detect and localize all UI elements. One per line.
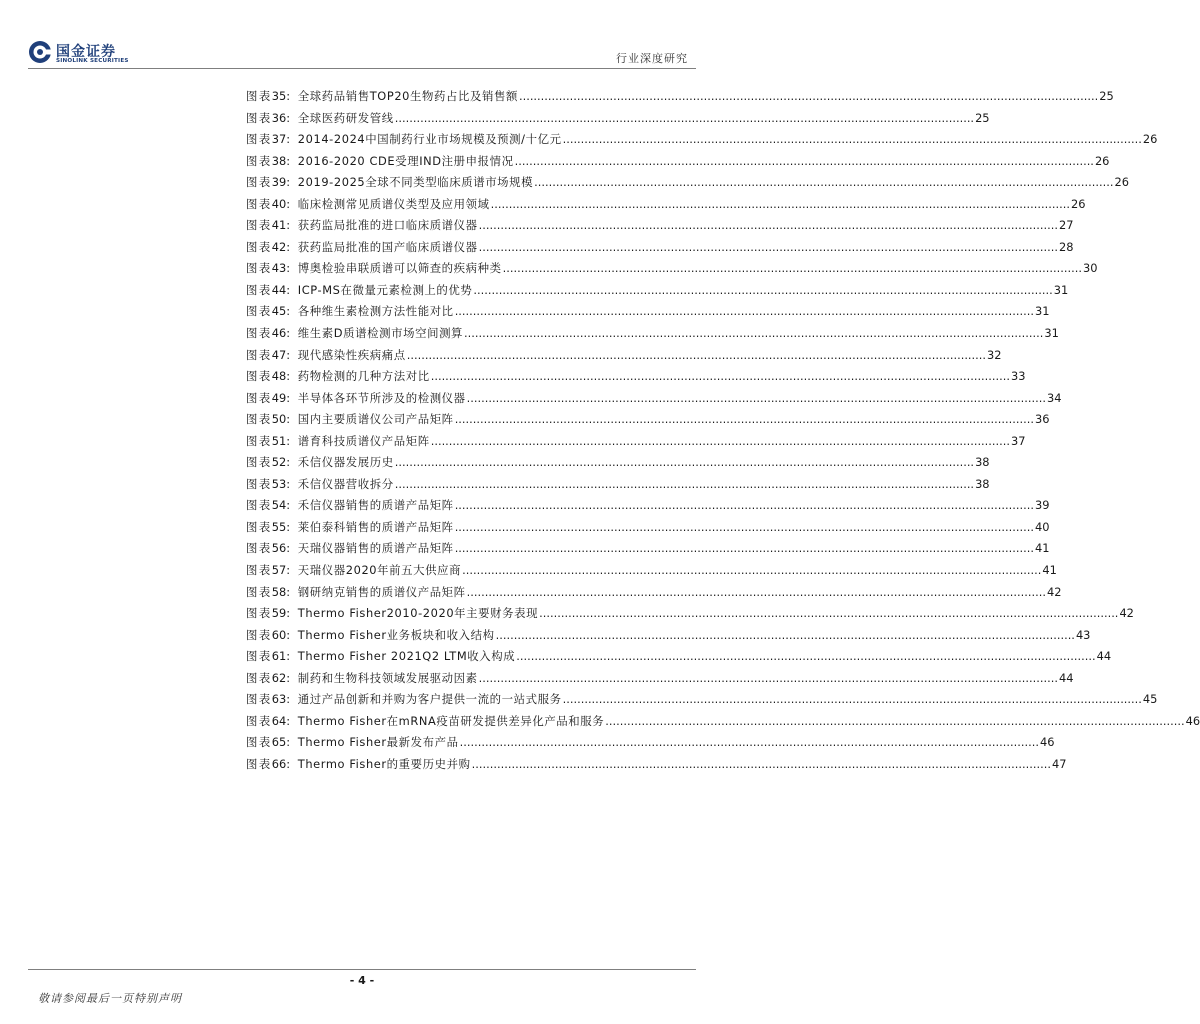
toc-entry-number: 36:: [271, 110, 291, 125]
toc-entry-page[interactable]: 44: [1059, 670, 1074, 685]
toc-entry-title[interactable]: 维生素D质谱检测市场空间测算: [297, 326, 464, 341]
toc-entry[interactable]: [246, 303, 1050, 325]
toc-entry-number: 49:: [271, 390, 291, 405]
toc-entry-number: 53:: [271, 476, 291, 491]
toc-entry-label: 图表: [246, 261, 272, 276]
toc-leader-dots: [395, 455, 974, 469]
toc-entry-number: 54:: [271, 498, 291, 513]
toc-leader-dots: [395, 477, 974, 491]
toc-entry-number: 38:: [271, 153, 291, 168]
toc-entry[interactable]: [246, 627, 1091, 649]
toc-entry-label: 图表: [246, 756, 272, 771]
toc-entry-label: 图表: [246, 326, 272, 341]
toc-entry-page[interactable]: 26: [1142, 132, 1158, 147]
toc-entry-page[interactable]: 37: [1011, 433, 1026, 448]
toc-entry-label: 图表: [246, 110, 272, 125]
toc-entry-page[interactable]: 26: [1070, 196, 1086, 211]
toc-entry-number: 37:: [271, 132, 291, 147]
page-number: - 4 -: [349, 974, 375, 987]
toc-entry-title[interactable]: 天瑞仪器销售的质谱产品矩阵: [297, 541, 454, 556]
toc-leader-dots: [464, 326, 1043, 340]
figure-list: [246, 88, 1200, 778]
toc-entry-label: 图表: [246, 390, 272, 405]
toc-entry-page[interactable]: 38: [975, 476, 990, 491]
toc-entry-number: 42:: [271, 239, 291, 254]
toc-entry-label: 图表: [246, 541, 272, 556]
toc-entry-title[interactable]: 获药监局批准的国产临床质谱仪器: [297, 239, 478, 254]
toc-entry-number: 57:: [271, 563, 291, 578]
toc-entry-title[interactable]: 钢研纳克销售的质谱仪产品矩阵: [297, 584, 466, 599]
toc-entry-label: 图表: [246, 627, 272, 642]
toc-entry-page[interactable]: 28: [1059, 239, 1074, 254]
toc-entry-number: 51:: [271, 433, 291, 448]
toc-entry-page[interactable]: 46: [1039, 735, 1055, 750]
toc-entry-number: 63:: [271, 692, 291, 707]
toc-leader-dots: [563, 132, 1142, 146]
toc-entry-title[interactable]: 2019-2025全球不同类型临床质谱市场规模: [297, 175, 534, 190]
toc-entry[interactable]: [246, 411, 1050, 433]
toc-entry-label: 图表: [246, 563, 272, 578]
toc-entry[interactable]: [246, 713, 1200, 735]
toc-entry[interactable]: [246, 88, 1114, 110]
toc-entry-number: 47:: [271, 347, 291, 362]
toc-entry-page[interactable]: 42: [1047, 584, 1062, 599]
toc-entry-number: 60:: [271, 627, 291, 642]
toc-entry[interactable]: [246, 131, 1158, 153]
toc-entry-page[interactable]: 27: [1059, 218, 1074, 233]
document-type: 行业深度研究: [616, 52, 688, 65]
toc-entry-number: 44:: [271, 282, 291, 297]
toc-entry-label: 图表: [246, 412, 272, 427]
toc-entry-page[interactable]: 41: [1035, 541, 1050, 556]
toc-entry-number: 46:: [271, 326, 291, 341]
toc-entry-number: 59:: [271, 606, 291, 621]
logo-chinese-name: 国金证券: [56, 44, 116, 60]
toc-entry-title[interactable]: 禾信仪器营收拆分: [297, 476, 394, 491]
toc-leader-dots: [534, 175, 1113, 189]
toc-leader-dots: [496, 628, 1075, 642]
toc-leader-dots: [460, 735, 1039, 749]
toc-entry-label: 图表: [246, 735, 272, 750]
toc-entry-page[interactable]: 33: [1011, 369, 1026, 384]
toc-entry[interactable]: [246, 433, 1026, 455]
toc-entry-page[interactable]: 47: [1051, 756, 1067, 771]
toc-entry-page[interactable]: 36: [1035, 412, 1050, 427]
toc-entry[interactable]: [246, 110, 990, 132]
toc-entry[interactable]: [246, 239, 1074, 261]
toc-entry-title[interactable]: 莱伯泰科销售的质谱产品矩阵: [297, 519, 454, 534]
company-logo: [28, 40, 138, 68]
toc-leader-dots: [479, 218, 1058, 232]
toc-entry-title[interactable]: 谱育科技质谱仪产品矩阵: [297, 433, 430, 448]
toc-leader-dots: [472, 757, 1051, 771]
toc-entry-title[interactable]: Thermo Fisher2010-2020年主要财务表现: [297, 606, 539, 621]
toc-entry-title[interactable]: 获药监局批准的进口临床质谱仪器: [297, 218, 478, 233]
toc-entry-label: 图表: [246, 670, 272, 685]
toc-entry[interactable]: [246, 691, 1158, 713]
toc-entry[interactable]: [246, 476, 990, 498]
toc-entry-label: 图表: [246, 476, 272, 491]
page-header: [0, 0, 724, 70]
toc-entry-page[interactable]: 39: [1035, 498, 1050, 513]
toc-entry[interactable]: [246, 217, 1074, 239]
toc-leader-dots: [473, 283, 1052, 297]
toc-leader-dots: [605, 714, 1184, 728]
toc-entry-label: 图表: [246, 153, 272, 168]
toc-entry-label: 图表: [246, 239, 272, 254]
toc-entry-page[interactable]: 45: [1142, 692, 1158, 707]
toc-leader-dots: [563, 692, 1142, 706]
footer-divider: [28, 969, 696, 970]
toc-entry-page[interactable]: 43: [1075, 627, 1091, 642]
toc-entry-title[interactable]: 禾信仪器发展历史: [297, 455, 394, 470]
toc-entry-label: 图表: [246, 304, 272, 319]
toc-entry-number: 64:: [271, 713, 291, 728]
toc-entry-title[interactable]: 禾信仪器销售的质谱产品矩阵: [297, 498, 454, 513]
toc-entry[interactable]: [246, 347, 1002, 369]
toc-entry[interactable]: [246, 368, 1026, 390]
toc-entry-label: 图表: [246, 606, 272, 621]
toc-entry[interactable]: [246, 670, 1074, 692]
toc-entry-title[interactable]: 天瑞仪器2020年前五大供应商: [297, 563, 462, 578]
toc-leader-dots: [503, 261, 1082, 275]
header-divider: [28, 68, 696, 69]
toc-entry-title[interactable]: Thermo Fisher在mRNA疫苗研发提供差异化产品和服务: [297, 713, 605, 728]
toc-entry[interactable]: [246, 497, 1050, 519]
toc-entry-title[interactable]: 半导体各环节所涉及的检测仪器: [297, 390, 466, 405]
toc-entry-page[interactable]: 25: [1099, 89, 1114, 103]
toc-entry-label: 图表: [246, 196, 272, 211]
toc-leader-dots: [479, 671, 1058, 685]
toc-entry-page[interactable]: 25: [975, 110, 990, 125]
toc-entry-title[interactable]: ICP-MS在微量元素检测上的优势: [297, 282, 473, 297]
toc-entry-title[interactable]: 临床检测常见质谱仪类型及应用领域: [297, 196, 490, 211]
toc-entry-number: 48:: [271, 369, 291, 384]
toc-entry-page[interactable]: 26: [1094, 153, 1110, 168]
toc-entry-page[interactable]: 38: [975, 455, 990, 470]
toc-entry[interactable]: [246, 174, 1129, 196]
toc-entry-page[interactable]: 30: [1082, 261, 1098, 276]
toc-entry-number: 50:: [271, 412, 291, 427]
toc-entry-label: 图表: [246, 692, 272, 707]
toc-leader-dots: [395, 111, 974, 125]
toc-entry-label: 图表: [246, 649, 272, 664]
toc-entry-label: 图表: [246, 218, 272, 233]
toc-entry-title[interactable]: 现代感染性疾病痛点: [297, 347, 406, 362]
toc-entry-title[interactable]: 博奥检验串联质谱可以筛查的疾病种类: [297, 261, 502, 276]
toc-entry[interactable]: [246, 562, 1057, 584]
toc-entry-number: 35:: [271, 89, 291, 103]
toc-entry-title[interactable]: 制药和生物科技领域发展驱动因素: [297, 670, 478, 685]
toc-entry-title[interactable]: Thermo Fisher最新发布产品: [297, 735, 459, 750]
toc-entry[interactable]: [246, 584, 1062, 606]
toc-entry-label: 图表: [246, 519, 272, 534]
toc-entry[interactable]: [246, 734, 1055, 756]
toc-entry-title[interactable]: Thermo Fisher的重要历史并购: [297, 756, 471, 771]
toc-entry-label: 图表: [246, 369, 272, 384]
toc-entry[interactable]: [246, 540, 1050, 562]
toc-leader-dots: [431, 369, 1010, 383]
toc-leader-dots: [455, 541, 1034, 555]
toc-entry-title[interactable]: 全球医药研发管线: [297, 110, 394, 125]
sinolink-logo-icon: [28, 40, 52, 64]
toc-entry-page[interactable]: 46: [1185, 713, 1200, 728]
toc-entry[interactable]: [246, 282, 1069, 304]
toc-entry-number: 61:: [271, 649, 291, 664]
toc-leader-dots: [519, 89, 1098, 103]
footer-disclaimer: 敬请参阅最后一页特别声明: [38, 992, 182, 1005]
toc-entry-title[interactable]: 全球药品销售TOP20生物药占比及销售额: [297, 89, 518, 103]
toc-entry[interactable]: [246, 454, 990, 476]
toc-entry-title[interactable]: Thermo Fisher 2021Q2 LTM收入构成: [297, 649, 516, 664]
toc-leader-dots: [455, 520, 1034, 534]
toc-entry-page[interactable]: 41: [1042, 563, 1057, 578]
toc-entry-title[interactable]: 2014-2024中国制药行业市场规模及预测/十亿元: [297, 132, 562, 147]
toc-entry-title[interactable]: 通过产品创新和并购为客户提供一流的一站式服务: [297, 692, 562, 707]
toc-entry-label: 图表: [246, 455, 272, 470]
logo-english-name: SINOLINK SECURITIES: [56, 58, 129, 64]
toc-entry-page[interactable]: 26: [1114, 175, 1129, 190]
toc-entry-label: 图表: [246, 498, 272, 513]
toc-entry[interactable]: [246, 153, 1110, 175]
toc-entry-title[interactable]: 药物检测的几种方法对比: [297, 369, 430, 384]
toc-entry-number: 65:: [271, 735, 291, 750]
toc-entry[interactable]: [246, 756, 1067, 778]
toc-entry-page[interactable]: 31: [1053, 282, 1069, 297]
toc-entry-label: 图表: [246, 282, 272, 297]
toc-entry[interactable]: [246, 390, 1062, 412]
toc-entry-page[interactable]: 31: [1035, 304, 1050, 319]
toc-leader-dots: [491, 197, 1070, 211]
toc-leader-dots: [455, 412, 1034, 426]
toc-entry-label: 图表: [246, 132, 272, 147]
toc-entry-number: 45:: [271, 304, 291, 319]
toc-leader-dots: [431, 434, 1010, 448]
toc-entry-label: 图表: [246, 175, 272, 190]
toc-entry-number: 58:: [271, 584, 291, 599]
toc-leader-dots: [407, 348, 986, 362]
toc-leader-dots: [455, 498, 1034, 512]
toc-leader-dots: [467, 585, 1046, 599]
toc-entry-number: 62:: [271, 670, 291, 685]
toc-entry-page[interactable]: 40: [1035, 519, 1050, 534]
toc-entry[interactable]: [246, 519, 1050, 541]
toc-entry[interactable]: [246, 648, 1112, 670]
toc-leader-dots: [455, 304, 1034, 318]
toc-entry-number: 39:: [271, 175, 291, 190]
toc-entry-page[interactable]: 34: [1047, 390, 1062, 405]
toc-leader-dots: [467, 391, 1046, 405]
toc-entry-number: 52:: [271, 455, 291, 470]
toc-entry-page[interactable]: 31: [1044, 326, 1059, 341]
toc-entry-title[interactable]: 2016-2020 CDE受理IND注册申报情况: [297, 153, 514, 168]
toc-entry[interactable]: [246, 260, 1098, 282]
toc-entry-title[interactable]: Thermo Fisher业务板块和收入结构: [297, 627, 495, 642]
toc-entry-page[interactable]: 42: [1119, 606, 1134, 621]
toc-entry-page[interactable]: 32: [987, 347, 1002, 362]
toc-entry-number: 66:: [271, 756, 291, 771]
toc-leader-dots: [515, 154, 1094, 168]
toc-entry[interactable]: [246, 196, 1086, 218]
toc-entry[interactable]: [246, 325, 1059, 347]
toc-entry-number: 55:: [271, 519, 291, 534]
toc-entry-title[interactable]: 各种维生素检测方法性能对比: [297, 304, 454, 319]
toc-entry-label: 图表: [246, 89, 272, 103]
toc-entry-label: 图表: [246, 347, 272, 362]
toc-entry-number: 40:: [271, 196, 291, 211]
toc-entry-number: 41:: [271, 218, 291, 233]
toc-entry-page[interactable]: 44: [1096, 649, 1112, 664]
toc-leader-dots: [516, 649, 1095, 663]
toc-entry-number: 43:: [271, 261, 291, 276]
toc-entry-label: 图表: [246, 433, 272, 448]
toc-entry-title[interactable]: 国内主要质谱仪公司产品矩阵: [297, 412, 454, 427]
toc-entry-number: 56:: [271, 541, 291, 556]
toc-leader-dots: [479, 240, 1058, 254]
toc-leader-dots: [539, 606, 1118, 620]
toc-entry[interactable]: [246, 605, 1134, 627]
toc-entry-label: 图表: [246, 584, 272, 599]
toc-entry-label: 图表: [246, 713, 272, 728]
toc-leader-dots: [462, 563, 1041, 577]
